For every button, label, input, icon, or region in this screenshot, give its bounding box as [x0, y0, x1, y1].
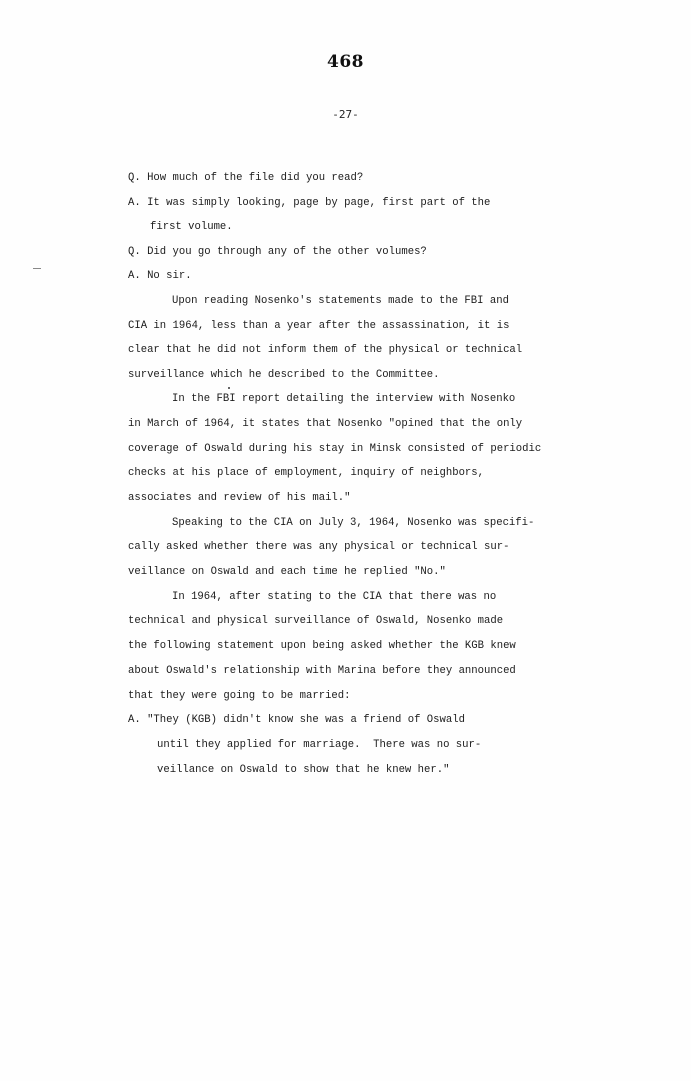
text-line: that they were going to be married:	[128, 690, 351, 702]
folio-number: -27-	[332, 108, 359, 121]
text-line: coverage of Oswald during his stay in Minsk consisted of periodic	[128, 443, 542, 455]
text-line: technical and physical surveillance of Oswald, Nosenko made	[128, 615, 504, 627]
text-line: first volume.	[150, 221, 233, 233]
text-line: In 1964, after stating to the CIA that there was no	[172, 591, 497, 603]
page-number: 468	[327, 52, 364, 72]
text-line: Speaking to the CIA on July 3, 1964, Nosenko was specifi-	[172, 517, 535, 529]
text-line: veillance on Oswald and each time he replied "No."	[128, 566, 446, 578]
text-line: A. No sir.	[128, 270, 192, 282]
text-line: in March of 1964, it states that Nosenko "opined that the only	[128, 418, 523, 430]
text-line: about Oswald's relationship with Marina before they announced	[128, 665, 516, 677]
text-line: cally asked whether there was any physical or technical sur-	[128, 541, 510, 553]
text-line: clear that he did not inform them of the physical or technical	[128, 344, 523, 356]
text-line: Upon reading Nosenko's statements made to the FBI and	[172, 295, 509, 307]
text-line: Q. Did you go through any of the other volumes?	[128, 246, 427, 258]
text-line: veillance on Oswald to show that he knew her."	[157, 764, 450, 776]
text-line: CIA in 1964, less than a year after the assassination, it is	[128, 320, 510, 332]
text-line: A. It was simply looking, page by page, first part of the	[128, 197, 491, 209]
text-line: until they applied for marriage. There was no sur-	[157, 739, 482, 751]
text-line: Q. How much of the file did you read?	[128, 172, 364, 184]
text-line: the following statement upon being asked whether the KGB knew	[128, 640, 516, 652]
scan-artifact-mark	[33, 268, 41, 269]
scan-artifact-dot	[228, 387, 230, 389]
text-line: surveillance which he described to the Committee.	[128, 369, 440, 381]
text-line: checks at his place of employment, inquiry of neighbors,	[128, 467, 485, 479]
text-line: In the FBI report detailing the interview with Nosenko	[172, 393, 516, 405]
text-line: associates and review of his mail."	[128, 492, 351, 504]
text-line: A. "They (KGB) didn't know she was a friend of Oswald	[128, 714, 465, 726]
